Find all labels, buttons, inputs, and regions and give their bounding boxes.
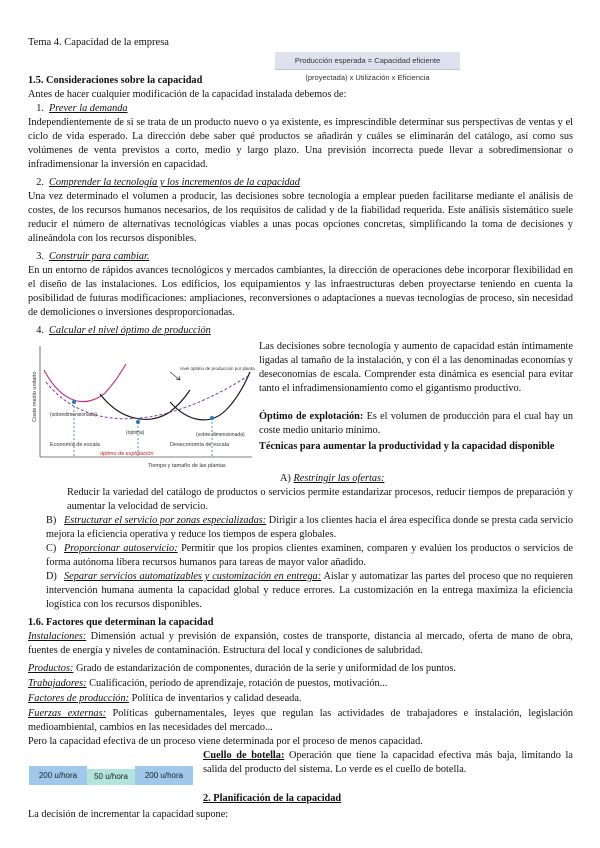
chart-label-left: (sobredimensionada) bbox=[50, 412, 97, 418]
item-2-number: 2. bbox=[36, 177, 44, 188]
process-step-1: 200 u/hora bbox=[29, 766, 87, 785]
item-2-heading bbox=[28, 176, 573, 190]
formula-box: Producción esperada = Capacidad eficiente (proyectada) x Utilización x Eficiencia bbox=[275, 52, 460, 70]
item-1-number: 1. bbox=[36, 103, 44, 114]
optimo-paragraph bbox=[259, 410, 573, 438]
chart-ylabel: Coste medio unitario bbox=[32, 371, 38, 422]
optimo-label: Óptimo de explotación: bbox=[259, 411, 364, 422]
item-3-heading bbox=[28, 250, 573, 264]
optimo-body: Es el volumen de producción para el cual hay un coste medio unitario mínimo. bbox=[259, 411, 574, 436]
section-1-5-intro: Antes de hacer cualquier modificación de la capacidad instalada debemos de: bbox=[28, 89, 347, 100]
factor-trabajadores-body: Cualificación, período de aprendizaje, rotación de puestos, motivación... bbox=[89, 678, 388, 689]
chart-curve-small-plant bbox=[44, 364, 126, 402]
factor-produccion-title: Factores de producción: bbox=[28, 693, 130, 704]
item-1-title: Prever la demanda bbox=[49, 103, 128, 114]
technique-c bbox=[46, 542, 573, 570]
technique-a-body: Reducir la variedad del catálogo de productos o servicios permite estandarizar procesos, reducir tiempos de preparación y aumentar la velocidad de servicio. bbox=[67, 487, 573, 512]
bottleneck-body: Operación que tiene la capacidad efectiva más baja, limitando la salida del producto del sistema. Lo verde es el cuello de botella. bbox=[203, 750, 573, 775]
bottleneck-definition bbox=[203, 749, 573, 777]
technique-d-letter: D) bbox=[46, 571, 57, 582]
chart-label-mid: (óptima) bbox=[126, 430, 145, 436]
factor-trabajadores-title: Trabajadores: bbox=[28, 678, 87, 689]
chart-curve-large-plant bbox=[170, 372, 250, 420]
factor-produccion-body: Política de inventarios y calidad deseada. bbox=[131, 693, 302, 704]
factor-instalaciones-title: Instalaciones: bbox=[28, 631, 87, 642]
item-4-heading bbox=[28, 324, 573, 338]
item-2-title: Comprender la tecnología y los incrementos de la capacidad bbox=[49, 177, 300, 188]
technique-c-title: Proporcionar autoservicio: bbox=[64, 543, 178, 554]
chart-curve-optimal-plant bbox=[100, 390, 190, 419]
tecnicas-title: Técnicas para aumentar la productividad y la capacidad disponible bbox=[259, 441, 555, 452]
item-4-body: Las decisiones sobre tecnología y aumento de capacidad están íntimamente ligadas al tamaño de la instalación, y con él a las denominadas economías y deseconomías de escala. Comprender esta dinámica es esencial para evitar tanto el infradimensionamiento como el gigantismo productivo. bbox=[259, 341, 573, 394]
chart-label-top: nivel óptimo de producción por planta bbox=[180, 366, 255, 371]
technique-d-body: Aislar y automatizar las partes del proceso que no requieren intervención humana aumenta la capacidad global y reduce errores. La customización en la entrega maximiza la eficiencia logística con los recursos disponibles. bbox=[46, 571, 573, 610]
chart-arrow-top bbox=[170, 372, 180, 380]
chart-point-left bbox=[72, 400, 76, 404]
chart-point-mid bbox=[136, 420, 140, 424]
factor-productos bbox=[28, 662, 573, 676]
item-1-body: Independientemente de si se trata de un producto nuevo o ya existente, es imprescindible determinar sus perspectivas de ventas y el ciclo de vida esperado. La dirección debe saber qué productos se añadirán y cuáles se eliminarán del catálogo, así como sus volúmenes de venta previstos a corto, medio y largo plazo. Una previsión incorrecta puede llevar a sobredimensionar o infradimensionar la inversión en capacidad. bbox=[28, 117, 573, 170]
factor-instalaciones-body: Dimensión actual y previsión de expansión, costes de transporte, distancia al mercado, oferta de mano de obra, fuentes de energía y niveles de contaminación. Estructura del local y condiciones de salubridad. bbox=[28, 631, 574, 656]
process-step-bottleneck: 50 u/hora bbox=[87, 769, 135, 785]
factor-produccion bbox=[28, 692, 573, 706]
bottleneck-title: Cuello de botella: bbox=[203, 750, 285, 761]
item-3-body: En un entorno de rápidos avances tecnológicos y mercados cambiantes, la dirección de operaciones debe incorporar flexibilidad en el diseño de las instalaciones. Los edificios, los equipamientos y las infraestructuras deben proyectarse teniendo en cuenta la posibilidad de futuras modificaciones: ampliaciones, reconversiones o adaptaciones a nuevas tecnologías de proceso, sin necesidad de demoliciones o inversiones desproporcionadas. bbox=[28, 265, 573, 318]
chart-label-optimo: óptimo de explotación bbox=[100, 451, 154, 457]
section-2-intro: La decisión de incrementar la capacidad supone: bbox=[28, 809, 229, 820]
technique-a-letter: A) bbox=[280, 473, 291, 484]
chart-label-right: (sobre-dimensionada) bbox=[196, 432, 245, 438]
chart-point-right bbox=[210, 416, 214, 420]
section-1-6-closing: Pero la capacidad efectiva de un proceso viene determinada por el proceso de menos capacidad. bbox=[28, 736, 423, 747]
factor-productos-body: Grado de estandarización de componentes, duración de la serie y uniformidad de los puntos. bbox=[75, 663, 456, 674]
technique-b-title: Estructurar el servicio por zonas especializadas: bbox=[64, 515, 267, 526]
page-header: Tema 4. Capacidad de la empresa bbox=[28, 37, 169, 48]
factor-externas-body: Políticas gubernamentales, leyes que regulan las actividades de trabajadores e instalación, legislación medioambiental, cambios en las necesidades del mercado... bbox=[28, 708, 573, 733]
economies-of-scale-chart bbox=[30, 342, 256, 470]
technique-b-body: Dirigir a los clientes hacia el área específica donde se presta cada servicio mejora la eficiencia operativa y reduce los tiempos de espera globales. bbox=[46, 515, 573, 540]
chart-label-economia: Economía de escala bbox=[50, 442, 100, 448]
factor-externas-title: Fuerzas externas: bbox=[28, 708, 107, 719]
section-2-title: 2. Planificación de la capacidad bbox=[203, 793, 342, 804]
process-step-3: 200 u/hora bbox=[135, 766, 193, 785]
chart-label-deseconomia: Deseconomía de escala bbox=[170, 442, 230, 448]
item-4-title: Calcular el nivel óptimo de producción bbox=[49, 325, 211, 336]
factor-productos-title: Productos: bbox=[28, 663, 74, 674]
technique-d bbox=[46, 570, 573, 612]
section-1-5-title: 1.5. Consideraciones sobre la capacidad bbox=[28, 75, 203, 86]
technique-b-letter: B) bbox=[46, 515, 57, 526]
technique-a-heading bbox=[280, 472, 573, 486]
chart-xlabel: Tiempo y tamaño de las plantas bbox=[148, 463, 226, 469]
item-3-title: Construir para cambiar. bbox=[49, 251, 150, 262]
section-1-6-title: 1.6. Factores que determinan la capacidad bbox=[28, 617, 214, 628]
technique-c-letter: C) bbox=[46, 543, 57, 554]
technique-d-title: Separar servicios automatizables y customización en entrega: bbox=[64, 571, 322, 582]
item-3-number: 3. bbox=[36, 251, 44, 262]
item-4-number: 4. bbox=[36, 325, 44, 336]
technique-b bbox=[46, 514, 573, 542]
item-2-body: Una vez determinado el volumen a producir, las decisiones sobre tecnología a emplear pueden facilitarse mediante el análisis de costes, de los recursos humanos necesarios, de los requisitos de calidad y de la fiabilidad requerida. Este análisis sistemático suele reducir el número de alternativas tecnológicas viables a unas pocas opciones concretas, simplificando la toma de decisiones y alineándola con los recursos disponibles. bbox=[28, 191, 573, 244]
factor-trabajadores bbox=[28, 677, 573, 691]
item-1-heading bbox=[28, 102, 573, 116]
factor-instalaciones bbox=[28, 630, 573, 658]
technique-c-body: Permitir que los propios clientes examinen, comparen y evalúen los productos o servicios de forma autónoma libera recursos humanos para tareas de mayor valor añadido. bbox=[46, 543, 574, 568]
technique-a-title: Restringir las ofertas: bbox=[293, 473, 385, 484]
factor-externas bbox=[28, 707, 573, 735]
